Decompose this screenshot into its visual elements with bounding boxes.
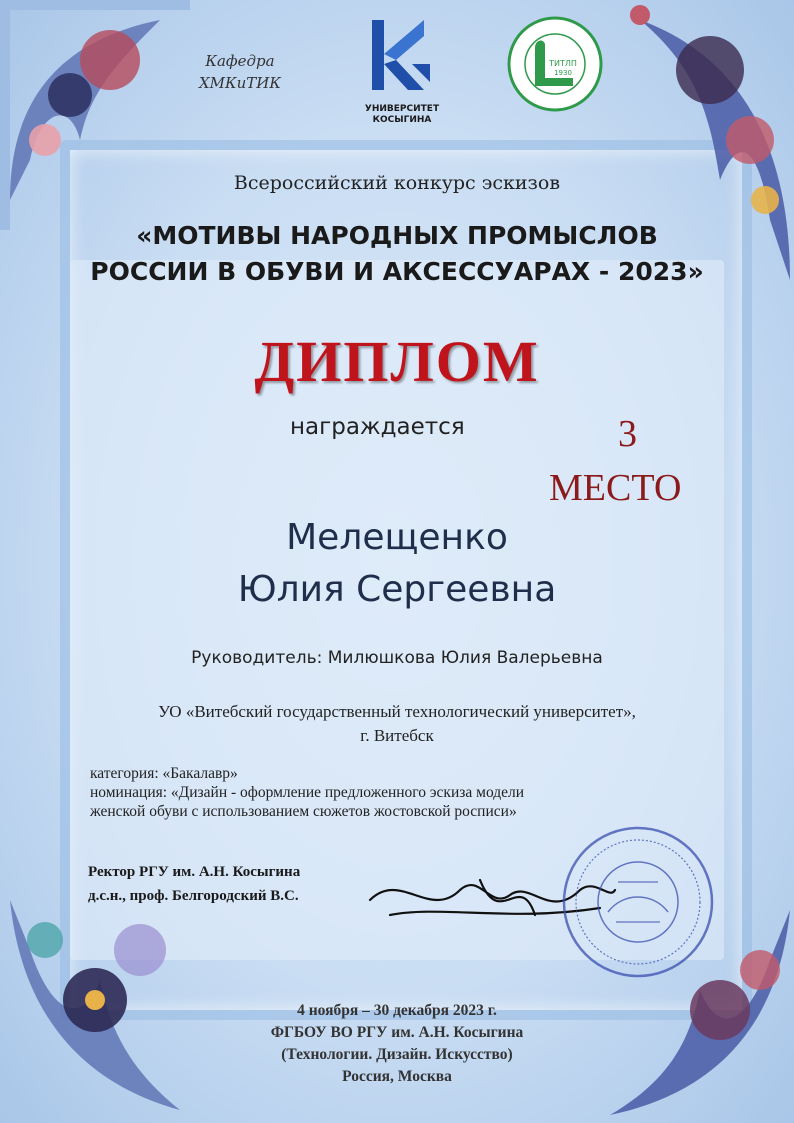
department-logo (180, 50, 300, 94)
contest-title: Всероссийский конкурс эскизов (233, 172, 561, 194)
university-k-icon (362, 14, 442, 94)
university-city: г. Витебск (360, 726, 434, 745)
category-line: категория: «Бакалавр» (90, 765, 238, 782)
contest-motto-line1: «МОТИВЫ НАРОДНЫХ ПРОМЫСЛОВ (136, 221, 658, 250)
titap-logo (505, 14, 605, 114)
place-label: МЕСТО (549, 467, 682, 509)
titap-abbrev: ТИТЛП (549, 59, 577, 68)
titap-year: 1930 (554, 69, 572, 77)
footer-block (0, 1000, 794, 1088)
university-name: УО «Витебский государственный технологический университет», (158, 702, 636, 721)
rector-name: д.с.н., проф. Белгородский В.С. (88, 888, 299, 904)
university-block (0, 700, 794, 748)
contest-motto (0, 218, 794, 290)
nomination-line2: женской обуви с использованием сюжетов жостовской росписи» (90, 803, 517, 820)
organizer-location: Россия, Москва (342, 1068, 452, 1085)
department-name: ХМКиТИК (198, 74, 281, 92)
university-logo (362, 14, 442, 124)
rector-title: Ректор РГУ им. А.Н. Косыгина (88, 864, 301, 880)
department-label: Кафедра (205, 52, 275, 70)
university-logo-line1: УНИВЕРСИТЕТ (364, 104, 440, 114)
mentor-line: Руководитель: Милюшкова Юлия Валерьевна (191, 648, 603, 668)
recipient-surname: Мелещенко (286, 517, 508, 558)
organizer-name: ФГБОУ ВО РГУ им. А.Н. Косыгина (270, 1024, 524, 1041)
university-logo-line2: КОСЫГИНА (372, 115, 432, 125)
recipient-name (0, 512, 794, 616)
place-number: 3 (618, 413, 637, 455)
contest-dates: 4 ноября – 30 декабря 2023 г. (297, 1002, 497, 1019)
nomination-line1: номинация: «Дизайн - оформление предложенного эскиза модели (90, 784, 525, 801)
contest-motto-line2: РОССИИ В ОБУВИ И АКСЕССУАРАХ - 2023» (90, 257, 704, 286)
corner-ornament-top-left (0, 0, 190, 230)
titap-emblem-icon (505, 14, 605, 114)
organizer-motto: (Технологии. Дизайн. Искусство) (281, 1046, 513, 1063)
awarded-label: награждается (290, 414, 465, 440)
recipient-given-names: Юлия Сергеевна (237, 569, 557, 610)
category-block (90, 764, 650, 821)
rector-block (88, 860, 300, 908)
diploma-title: ДИПЛОМ (254, 329, 540, 394)
official-stamp-icon (548, 822, 728, 982)
